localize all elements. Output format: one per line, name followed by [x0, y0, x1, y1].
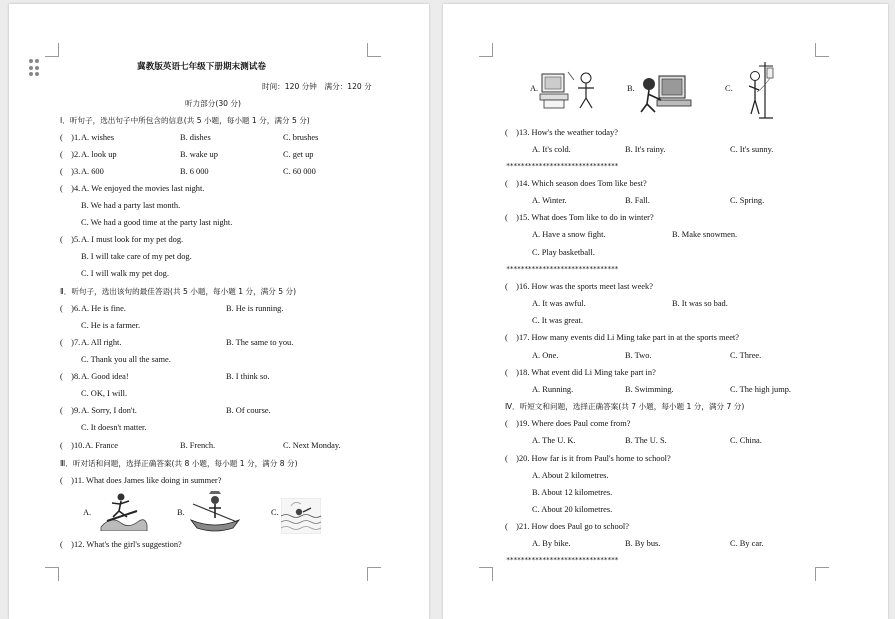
hospital-drip-picture [743, 60, 781, 120]
picture-label: B. [177, 508, 185, 517]
boating-picture [189, 488, 241, 534]
option-a: A. One. [532, 351, 559, 360]
option-c: C. Next Monday. [283, 441, 341, 450]
option-b: B. The same to you. [226, 338, 294, 347]
option-a: A. By bike. [532, 539, 571, 548]
question-text: ( )16. How was the sports meet last week? [505, 282, 653, 291]
option-a: A. Sorry, I don't. [81, 406, 137, 415]
option-c: C. OK, I will. [81, 389, 128, 398]
surfing-picture [99, 491, 149, 531]
option-b: B. French. [180, 441, 216, 450]
document-page-2 [443, 4, 888, 619]
option-a: A. The U. K. [532, 436, 576, 445]
crop-mark-top-right [815, 43, 829, 57]
option-b: B. Of course. [226, 406, 271, 415]
option-c: C. I will walk my pet dog. [81, 269, 169, 278]
crop-mark-top-right [367, 43, 381, 57]
crop-mark-top-left [479, 43, 493, 57]
option-c: C. About 20 kilometres. [532, 505, 613, 514]
picture-label: A. [83, 508, 92, 517]
question-text: ( )17. How many events did Li Ming take part in at the sports meet? [505, 333, 739, 342]
question-text: ( )20. How far is it from Paul's home to school? [505, 454, 671, 463]
table-move-handle-icon[interactable] [29, 59, 39, 77]
option-c: C. Spring. [730, 196, 765, 205]
option-b: B. Fall. [625, 196, 650, 205]
option-b: B. It's rainy. [625, 145, 666, 154]
option-a: A. I must look for my pet dog. [81, 235, 184, 244]
option-c: C. Play basketball. [532, 248, 595, 257]
option-c: C. 60 000 [283, 167, 316, 176]
question-text: ( )15. What does Tom like to do in winter? [505, 213, 654, 222]
option-a: A. We enjoyed the movies last night. [81, 184, 205, 193]
question-number: ( )1. [60, 133, 81, 142]
question-number: ( )8. [60, 372, 81, 381]
option-c: C. Thank you all the same. [81, 355, 171, 364]
option-c: C. It's sunny. [730, 145, 774, 154]
swimming-picture [281, 498, 321, 534]
option-a: A. He is fine. [81, 304, 126, 313]
option-b: B. About 12 kilometres. [532, 488, 613, 497]
option-b: B. 6 000 [180, 167, 209, 176]
option-c: C. He is a farmer. [81, 321, 141, 330]
part-heading: Ⅱ．听句子，选出该句的最佳答语(共 5 小题，每小题 1 分，满分 5 分) [60, 287, 297, 296]
option-b: B. Two. [625, 351, 652, 360]
question-number: ( )9. [60, 406, 81, 415]
option-c: C. We had a good time at the party last night. [81, 218, 233, 227]
page-title: 冀教版英语七年级下册期末测试卷 [137, 62, 266, 72]
separator-stars: ******************************* [506, 556, 619, 564]
crop-mark-bottom-right [367, 567, 381, 581]
option-a: A. Winter. [532, 196, 567, 205]
option-c: C. By car. [730, 539, 764, 548]
exam-meta: 时间：120 分钟 满分：120 分 [262, 82, 372, 91]
computer-boy-picture [637, 70, 695, 114]
option-b: B. Swimming. [625, 385, 674, 394]
question-text: ( )19. Where does Paul come from? [505, 419, 631, 428]
option-a: A. look up [81, 150, 117, 159]
part-heading: Ⅰ．听句子，选出句子中所包含的信息(共 5 小题，每小题 1 分，满分 5 分) [60, 116, 310, 125]
question-text: ( )12. What's the girl's suggestion? [60, 540, 182, 549]
section-heading-listening: 听力部分(30 分) [185, 99, 241, 108]
question-text: ( )11. What does James like doing in summer? [60, 476, 222, 485]
option-b: B. He is running. [226, 304, 284, 313]
option-b: B. The U. S. [625, 436, 667, 445]
option-c: C. It doesn't matter. [81, 423, 147, 432]
question-number: ( )2. [60, 150, 81, 159]
option-b: B. wake up [180, 150, 218, 159]
option-b: B. I think so. [226, 372, 270, 381]
option-a: A. Good idea! [81, 372, 129, 381]
picture-label: B. [627, 84, 635, 93]
option-a: A. wishes [81, 133, 115, 142]
question-number: ( )5. [60, 235, 81, 244]
picture-label: C. [725, 84, 733, 93]
option-b: B. It was so bad. [672, 299, 728, 308]
option-c: C. Three. [730, 351, 762, 360]
option-c: C. China. [730, 436, 762, 445]
question-number: ( )10. [60, 441, 85, 450]
picture-label: A. [530, 84, 539, 93]
option-a: A. 600 [81, 167, 104, 176]
separator-stars: ******************************* [506, 265, 619, 273]
option-a: A. Running. [532, 385, 574, 394]
crop-mark-bottom-left [479, 567, 493, 581]
part-heading: Ⅳ．听短文和问题，选择正确答案(共 7 小题，每小题 1 分，满分 7 分) [505, 402, 745, 411]
option-a: A. France [85, 441, 119, 450]
question-number: ( )7. [60, 338, 81, 347]
question-number: ( )3. [60, 167, 81, 176]
option-c: C. get up [283, 150, 314, 159]
question-text: ( )18. What event did Li Ming take part in? [505, 368, 656, 377]
option-a: A. It was awful. [532, 299, 586, 308]
option-b: B. dishes [180, 133, 211, 142]
crop-mark-bottom-right [815, 567, 829, 581]
option-c: C. brushes [283, 133, 319, 142]
option-a: A. All right. [81, 338, 122, 347]
option-b: B. We had a party last month. [81, 201, 181, 210]
part-heading: Ⅲ．听对话和问题，选择正确答案(共 8 小题，每小题 1 分，满分 8 分) [60, 459, 298, 468]
crop-mark-top-left [45, 43, 59, 57]
option-c: C. The high jump. [730, 385, 792, 394]
question-text: ( )14. Which season does Tom like best? [505, 179, 647, 188]
question-text: ( )13. How's the weather today? [505, 128, 618, 137]
document-page-1 [9, 4, 429, 619]
crop-mark-bottom-left [45, 567, 59, 581]
option-b: B. Make snowmen. [672, 230, 738, 239]
question-number: ( )4. [60, 184, 81, 193]
option-a: A. About 2 kilometres. [532, 471, 609, 480]
picture-label: C. [271, 508, 279, 517]
question-text: ( )21. How does Paul go to school? [505, 522, 629, 531]
option-a: A. Have a snow fight. [532, 230, 606, 239]
separator-stars: ******************************* [506, 162, 619, 170]
computer-people-picture [538, 66, 608, 110]
option-a: A. It's cold. [532, 145, 571, 154]
question-number: ( )6. [60, 304, 81, 313]
option-c: C. It was great. [532, 316, 583, 325]
option-b: B. By bus. [625, 539, 661, 548]
option-b: B. I will take care of my pet dog. [81, 252, 192, 261]
